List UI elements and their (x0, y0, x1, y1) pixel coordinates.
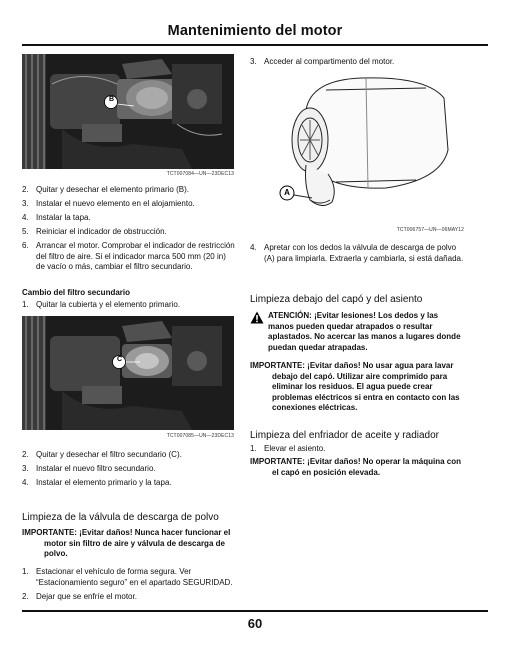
figure-caption-3: TCT006757—UN—06MAY12 (396, 227, 464, 233)
header-rule (22, 44, 488, 46)
warning-block (250, 311, 464, 353)
figure-caption-1: TCT007084—UN—23DEC13 (166, 171, 234, 177)
section-under-hood (250, 295, 464, 306)
warning-triangle-icon (250, 311, 264, 353)
engine-illustration-1 (22, 54, 234, 169)
list-item: 2. Dejar que se enfríe el motor. (22, 591, 137, 601)
steps-list-4 (22, 567, 235, 606)
important-note-oil-cooler: IMPORTANTE: ¡Evitar daños! No operar la máquina con el capó en posición elevada. (250, 457, 461, 477)
important-note-dust-valve: IMPORTANTE: ¡Evitar daños! Nunca hacer funcionar el motor sin filtro de aire y válvula de descarga de polvo. (22, 528, 231, 558)
page-title: Mantenimiento del motor (167, 23, 343, 39)
figure-caption-2: TCT007085—UN—23DEC13 (166, 433, 234, 439)
steps-list-1 (22, 185, 235, 276)
step-access-compartment (250, 57, 464, 71)
callout-a: A (284, 188, 290, 197)
warning-text: ATENCIÓN: ¡Evitar lesiones! Los dedos y las manos pueden quedar atrapados o resultar aplastados. No acercar las manos a lugares donde puedan quedar atrapadas. (268, 311, 461, 352)
engine-photo-primary-element (22, 54, 234, 169)
subheading-secondary-filter: Cambio del filtro secundario (22, 288, 131, 297)
section-title-under-hood: Limpieza debajo del capó y del asiento (250, 294, 423, 305)
important-note-under-hood: IMPORTANTE: ¡Evitar daños! No usar agua para lavar debajo del capó. Utilizar aire comprimido para eliminar los residuos. El agua puede crear problemas eléctricos si entra en contacto con las conexiones eléctricas. (250, 361, 460, 412)
air-cleaner-illustration (266, 70, 456, 220)
list-item: 3. Acceder al compartimento del motor. (250, 57, 395, 66)
list-item: 3. Instalar el nuevo elemento en el alojamiento. (22, 199, 195, 208)
section-title-dust-valve: Limpieza de la válvula de descarga de polvo (22, 512, 219, 523)
list-item: 1. Quitar la cubierta y el elemento primario. (22, 300, 181, 309)
engine-photo-secondary-filter (22, 316, 234, 430)
list-item: 6. Arrancar el motor. Comprobar el indicador de restricción del filtro de aire. Si el indicador marca 500 mm (20 in) de vacío o más, cambiar el filtro secundario. (22, 241, 235, 271)
list-item: 4. Instalar el elemento primario y la tapa. (22, 478, 172, 487)
callout-c: C (116, 356, 123, 363)
page-number: 60 (247, 616, 263, 631)
list-item: 3. Instalar el nuevo filtro secundario. (22, 464, 156, 473)
engine-illustration-2 (22, 316, 234, 430)
list-item: 1. Estacionar el vehículo de forma segura. Ver “Estacionamiento seguro” en el apartado SEGURIDAD. (22, 567, 233, 587)
steps-list-3 (22, 450, 235, 492)
list-item: 5. Reiniciar el indicador de obstrucción. (22, 227, 167, 236)
list-item: 1. Elevar el asiento. (250, 444, 326, 453)
steps-list-2 (22, 300, 235, 314)
section-title-oil-cooler: Limpieza del enfriador de aceite y radiador (250, 430, 439, 441)
section-dust-valve (22, 513, 235, 524)
list-item: 2. Quitar y desechar el filtro secundario (C). (22, 450, 182, 459)
step-raise-seat (250, 444, 464, 458)
footer-rule (22, 610, 488, 612)
list-item: 2. Quitar y desechar el elemento primario (B). (22, 185, 189, 194)
list-item: 4. Instalar la tapa. (22, 213, 91, 222)
list-item: 4. Apretar con los dedos la válvula de descarga de polvo (A) para limpiarla. Extraerla y cambiarla, si está dañada. (250, 243, 464, 263)
step-squeeze-valve (250, 243, 464, 268)
callout-b: B (108, 96, 115, 103)
section-oil-cooler (250, 431, 464, 442)
air-cleaner-drawing (266, 70, 456, 220)
